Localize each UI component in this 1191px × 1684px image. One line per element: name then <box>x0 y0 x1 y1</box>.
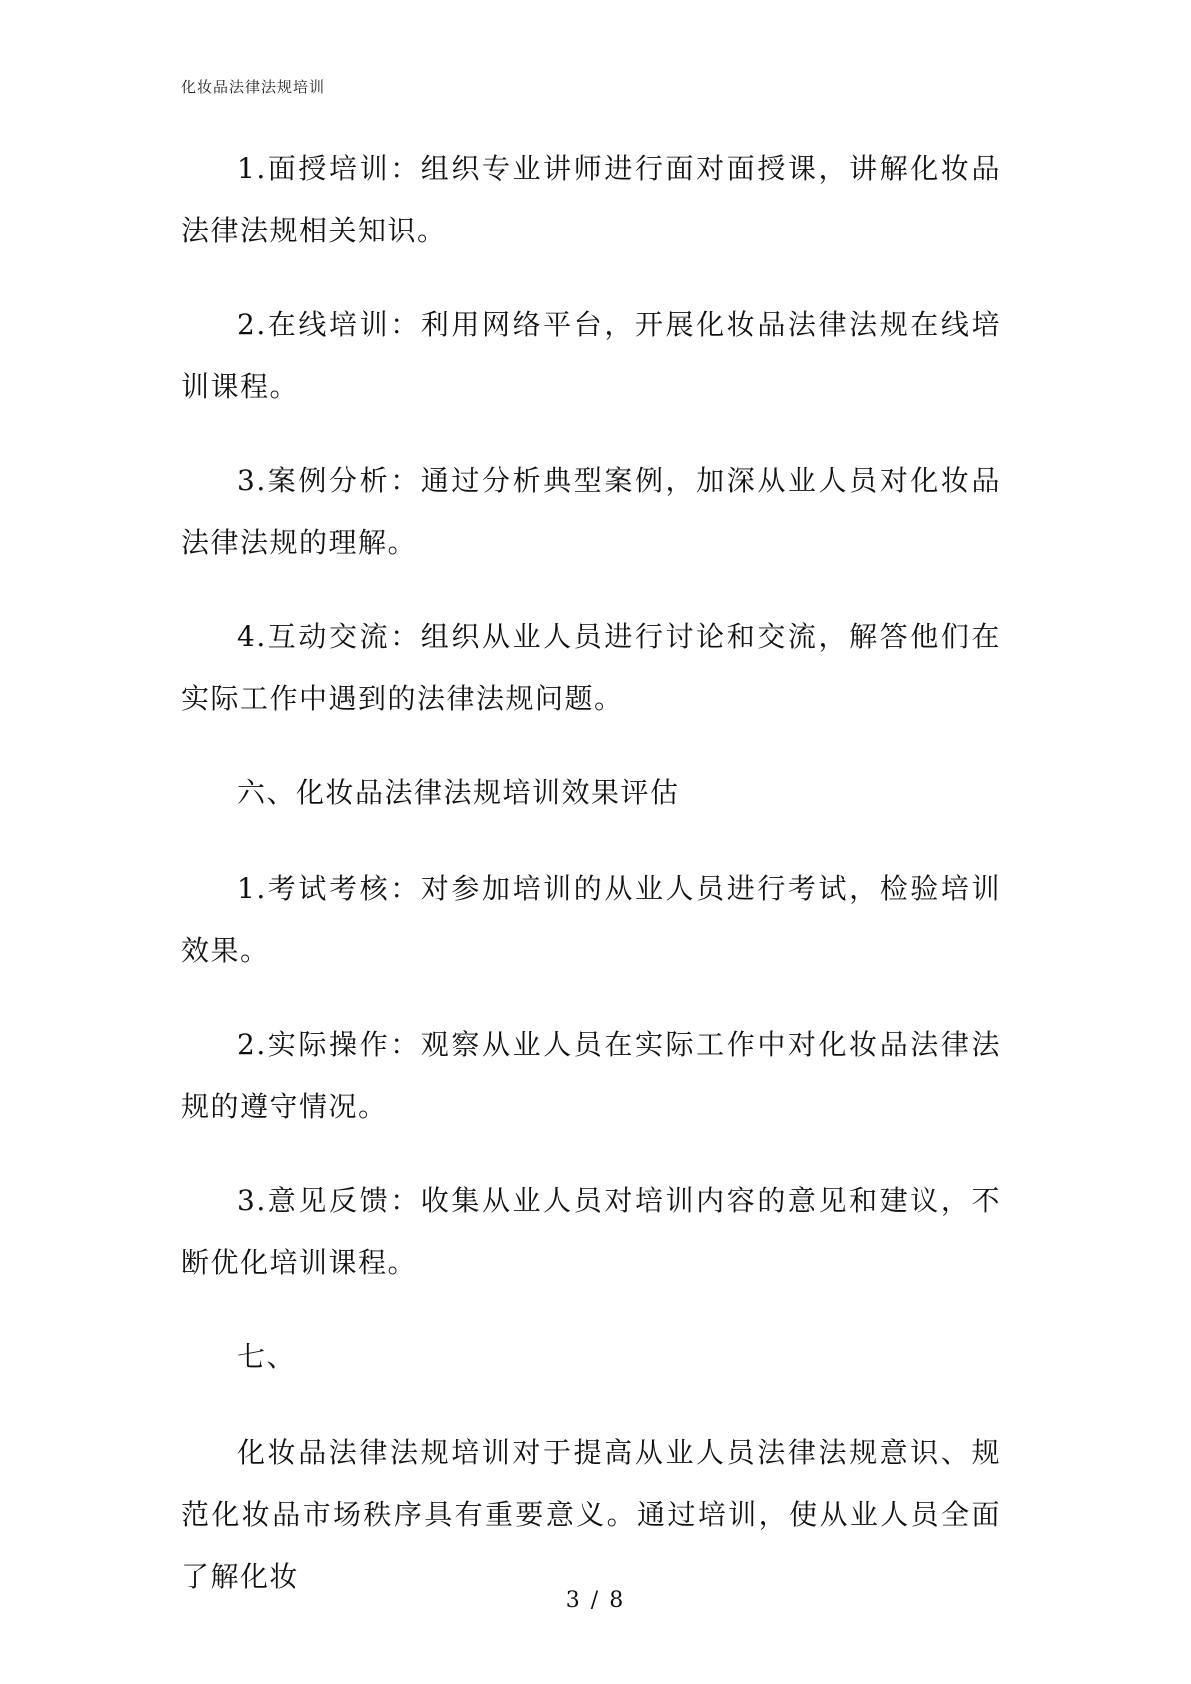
paragraph-exam-assessment: 1.考试考核：对参加培训的从业人员进行考试，检验培训效果。 <box>181 872 1001 967</box>
section-heading-seven: 七、 <box>237 1340 297 1373</box>
paragraph-feedback: 3.意见反馈：收集从业人员对培训内容的意见和建议，不断优化培训课程。 <box>181 1184 1001 1279</box>
running-header: 化妆品法律法规培训 <box>181 78 326 96</box>
section-heading-evaluation: 六、化妆品法律法规培训效果评估 <box>237 776 680 809</box>
paragraph-case-analysis: 3.案例分析：通过分析典型案例，加深从业人员对化妆品法律法规的理解。 <box>181 464 1001 559</box>
paragraph-conclusion: 化妆品法律法规培训对于提高从业人员法律法规意识、规范化妆品市场秩序具有重要意义。通过培训，使从业人员全面了解化妆 <box>181 1436 1001 1593</box>
paragraph-face-to-face-training: 1.面授培训：组织专业讲师进行面对面授课，讲解化妆品法律法规相关知识。 <box>181 152 1001 247</box>
document-body <box>181 138 1001 1640</box>
paragraph-online-training: 2.在线培训：利用网络平台，开展化妆品法律法规在线培训课程。 <box>181 308 1001 403</box>
paragraph-interactive-exchange: 4.互动交流：组织从业人员进行讨论和交流，解答他们在实际工作中遇到的法律法规问题。 <box>181 620 1001 715</box>
paragraph-practical-operation: 2.实际操作：观察从业人员在实际工作中对化妆品法律法规的遵守情况。 <box>181 1028 1001 1123</box>
page-number: 3 / 8 <box>565 1588 626 1613</box>
